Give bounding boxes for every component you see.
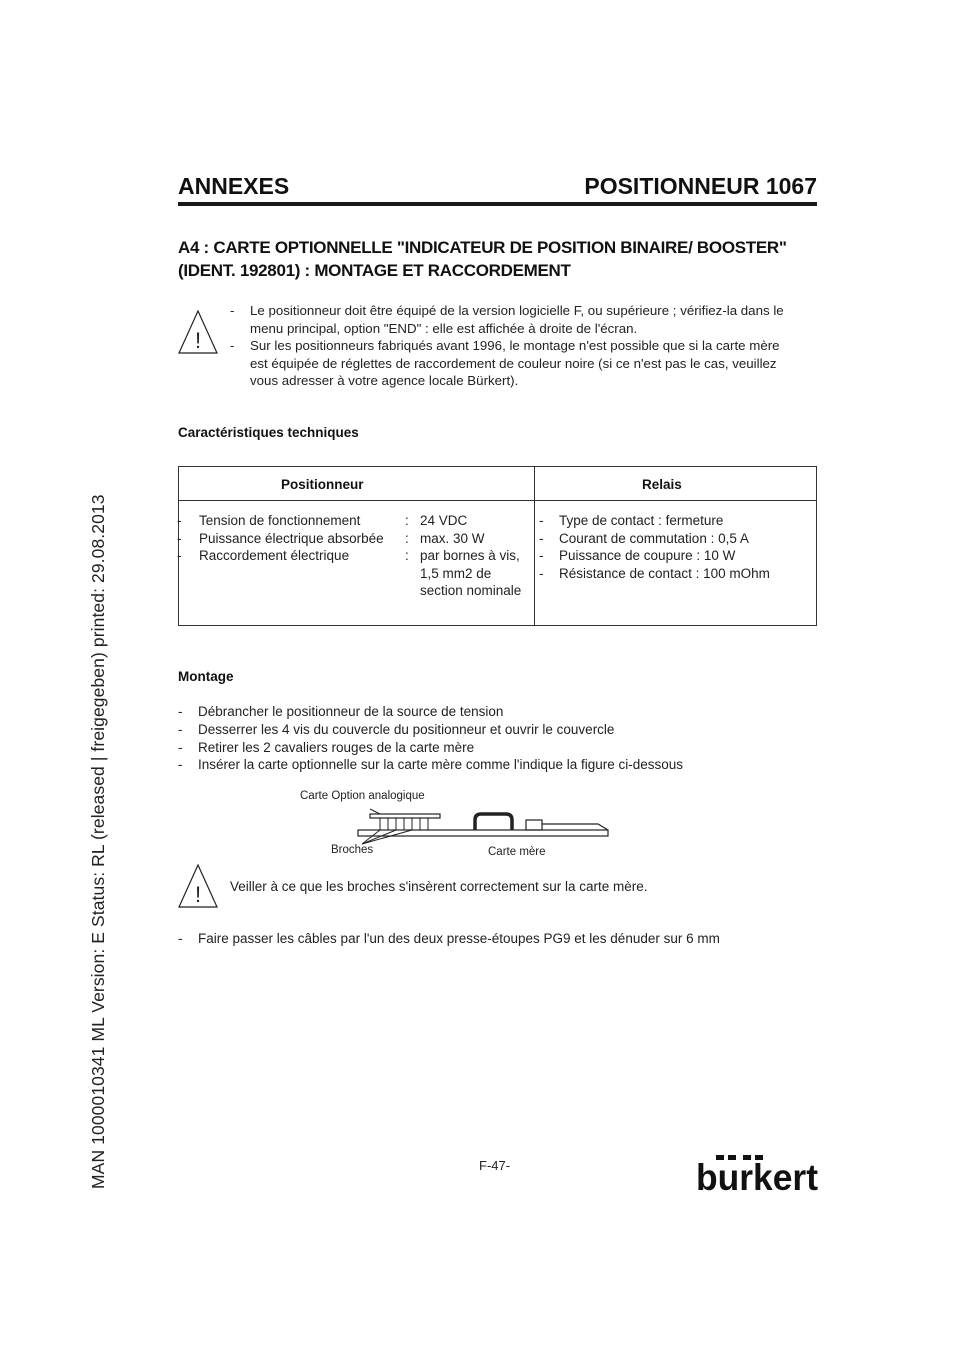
page-number: F-47- [479,1158,511,1173]
specs-header-row [179,467,816,501]
header-right-title: POSITIONNEUR 1067 [584,173,817,199]
montage-step: - Retirer les 2 cavaliers rouges de la carte mère [178,739,475,755]
warning-triangle-icon [178,310,218,354]
relais-item: - Puissance de coupure : 10 W [539,548,736,564]
montage-steps [178,703,818,774]
warning-item: - Sur les positionneurs fabriqués avant 1996, le montage n'est possible que si la carte mère est équipée de réglettes de raccordement de couleur noire (si ce n'est pas le cas, veuillez vous adresser à votre agence locale Bürkert). [230,338,780,389]
figure-label-mere: Carte mère [488,846,546,858]
spec-colons: : : : [405,513,409,564]
board-assembly-diagram [340,800,620,850]
spec-value: max. 30 W [420,530,485,546]
warning-broches-text: Veiller à ce que les broches s'insèrent correctement sur la carte mère. [230,879,648,894]
final-step [178,930,818,948]
specs-table [178,466,817,626]
specs-heading: Caractéristiques techniques [178,425,359,440]
spec-label: Raccordement électrique [199,548,350,564]
logo-wordmark: burkert [696,1157,818,1194]
spec-value: par bornes à vis, 1,5 mm2 de section nominale [420,548,522,599]
col-header-relais: Relais [642,477,682,492]
header-left-title: ANNEXES [178,173,290,199]
spec-label: Puissance électrique absorbée [199,530,384,546]
svg-text:!: ! [194,882,202,907]
spec-value: 24 VDC [420,513,468,528]
spec-label: Tension de fonctionnement [199,513,361,528]
burkert-logo [696,1154,818,1194]
col-header-positionneur: Positionneur [281,477,364,492]
spec-dashes: - - - [177,513,182,564]
document-status-stamp: MAN 1000010341 ML Version: E Status: RL (released | freigegeben) printed: 29.08.2013 [88,494,108,1189]
relais-list [539,512,809,582]
svg-text:!: ! [194,328,202,353]
warning-list [230,302,790,390]
montage-step: - Débrancher le positionneur de la source de tension [178,704,504,719]
montage-step: - Desserrer les 4 vis du couvercle du positionneur et ouvrir le couvercle [178,721,615,737]
warning-item: - Le positionneur doit être équipé de la version logicielle F, ou supérieure ; vérifiez-la dans le menu principal, option "END" : elle est affichée à droite de l'écran. [230,303,784,336]
relais-item: - Courant de commutation : 0,5 A [539,530,749,546]
figure-label-option: Carte Option analogique [300,790,425,802]
montage-heading: Montage [178,669,234,684]
relais-item: - Résistance de contact : 100 mOhm [539,565,770,581]
spec-values [420,512,530,600]
spec-labels [199,512,399,565]
header-rule [178,202,817,206]
montage-step: - Faire passer les câbles par l'un des deux presse-étoupes PG9 et les dénuder sur 6 mm [178,931,720,946]
column-divider [534,467,535,625]
figure-label-broches: Broches [331,844,374,856]
warning-triangle-icon [178,864,218,908]
section-title: A4 : CARTE OPTIONNELLE "INDICATEUR DE POSITION BINAIRE/ BOOSTER" (IDENT. 192801) : MONTAGE ET RACCORDEMENT [178,238,787,280]
montage-step: - Insérer la carte optionnelle sur la carte mère comme l'indique la figure ci-dessous [178,757,684,773]
relais-item: - Type de contact : fermeture [539,513,724,528]
